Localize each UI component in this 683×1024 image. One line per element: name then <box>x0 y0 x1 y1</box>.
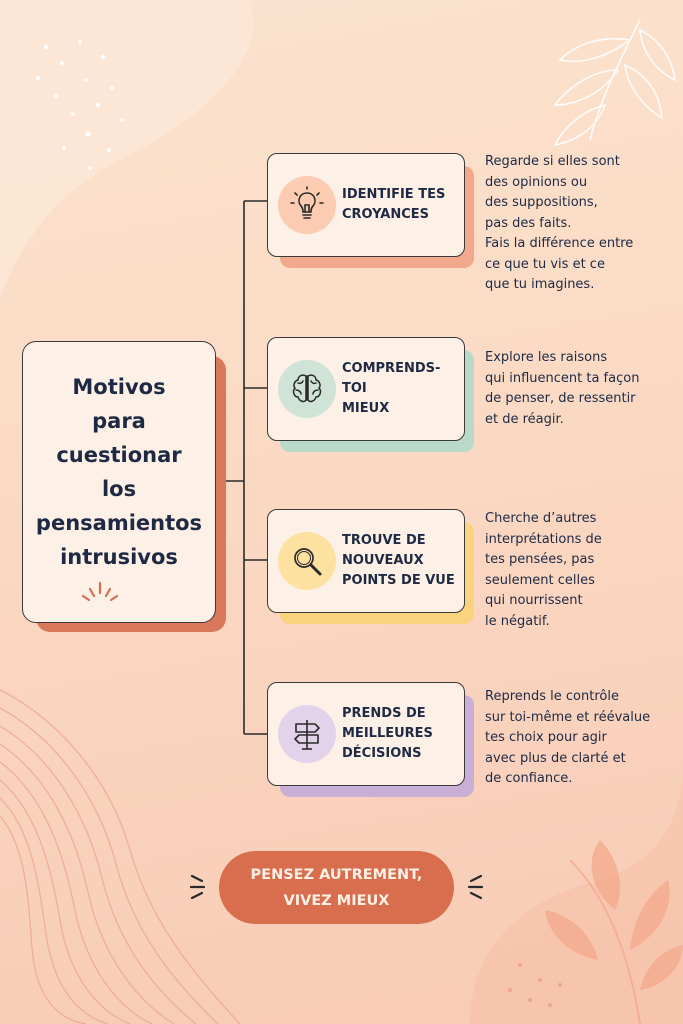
brain-icon <box>287 369 327 409</box>
cta-banner: PENSEZ AUTREMENT, VIVEZ MIEUX <box>219 851 454 924</box>
main-title: Motivos para cuestionar los pensamientos intrusivos <box>35 375 203 569</box>
step-card-identifie <box>267 153 465 257</box>
icon-circle <box>278 532 336 590</box>
burst-right-icon <box>461 872 485 902</box>
step-title: COMPRENDS-TOI MIEUX <box>342 361 441 416</box>
icon-circle <box>278 176 336 234</box>
step-description: Explore les raisons qui influencent ta façon de penser, de ressentir et de réagir. <box>485 350 640 427</box>
step-card-prends <box>267 682 465 786</box>
step-description: Regarde si elles sont des opinions ou des suppositions, pas des faits. Fais la différence entre ce que tu vis et ce que tu imagines. <box>485 154 634 292</box>
lightbulb-icon <box>287 185 327 225</box>
step-description: Cherche d’autres interprétations de tes pensées, pas seulement celles qui nourrissent le négatif. <box>485 511 602 629</box>
burst-left-icon <box>188 872 212 902</box>
icon-circle <box>278 705 336 763</box>
icon-circle <box>278 360 336 418</box>
step-description: Reprends le contrôle sur toi-même et réévalue tes choix pour agir avec plus de clarté et de confiance. <box>485 689 651 786</box>
step-title: PRENDS DE MEILLEURES DÉCISIONS <box>342 706 433 761</box>
step-title: TROUVE DE NOUVEAUX POINTS DE VUE <box>342 533 455 588</box>
signpost-icon <box>287 714 327 754</box>
step-card-comprends <box>267 337 465 441</box>
step-title: IDENTIFIE TES CROYANCES <box>342 187 446 222</box>
step-card-trouve <box>267 509 465 613</box>
magnifier-icon <box>287 541 327 581</box>
sun-rays-icon <box>80 580 120 604</box>
